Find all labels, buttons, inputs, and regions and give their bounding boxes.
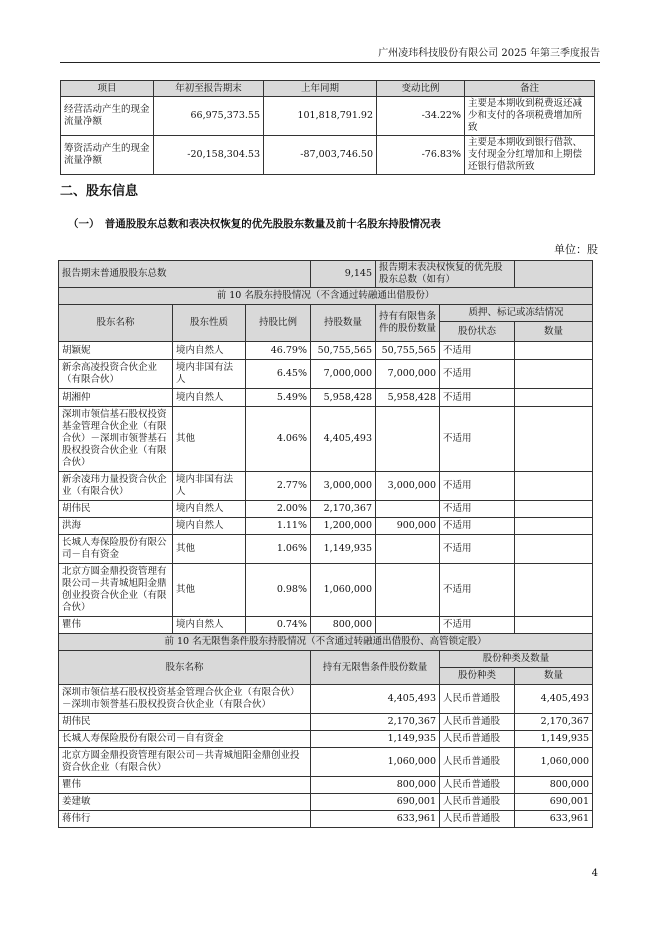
top10-name: 洪海 bbox=[59, 518, 173, 535]
unrestricted-amount: 633,961 bbox=[515, 811, 593, 828]
cashflow-remark: 主要是本期收到银行借款、支付现金分红增加和上期偿还银行借款所致 bbox=[465, 136, 595, 175]
unrestricted-qty: 2,170,367 bbox=[311, 714, 440, 731]
top10-nature: 境内非国有法人 bbox=[173, 472, 246, 501]
top10-ratio: 1.11% bbox=[246, 518, 311, 535]
unrestricted-kind: 人民币普通股 bbox=[440, 777, 515, 794]
top10-restricted: 50,755,565 bbox=[376, 342, 440, 360]
top10-ratio: 0.74% bbox=[246, 617, 311, 634]
top10-nature: 境内自然人 bbox=[173, 617, 246, 634]
top10-name: 深圳市领信基石股权投资基金管理合伙企业（有限合伙）－深圳市领誉基石股权投资合伙企业（有限合伙） bbox=[59, 407, 173, 472]
top10-name: 新余凌玮力量投资合伙企业（有限合伙） bbox=[59, 472, 173, 501]
top10-status: 不适用 bbox=[440, 407, 515, 472]
shareholder-table bbox=[58, 260, 593, 828]
unrestricted-kind: 人民币普通股 bbox=[440, 811, 515, 828]
top10-status: 不适用 bbox=[440, 617, 515, 634]
unrestricted-kind: 人民币普通股 bbox=[440, 714, 515, 731]
table-row bbox=[59, 389, 593, 407]
top10-name: 长城人寿保险股份有限公司－自有资金 bbox=[59, 535, 173, 564]
cashflow-ytd: 66,975,373.55 bbox=[154, 97, 264, 136]
summary-value-common: 9,145 bbox=[311, 261, 376, 288]
top10-amount bbox=[515, 535, 593, 564]
top10-ratio: 1.06% bbox=[246, 535, 311, 564]
table-row bbox=[59, 811, 593, 828]
top10-nature: 境内自然人 bbox=[173, 518, 246, 535]
top10-name: 新余高凌投资合伙企业（有限合伙） bbox=[59, 360, 173, 389]
top10-restricted bbox=[376, 535, 440, 564]
cashflow-prior: 101,818,791.92 bbox=[264, 97, 377, 136]
top10-amount bbox=[515, 407, 593, 472]
top10-qty: 800,000 bbox=[311, 617, 376, 634]
unrestricted-header-amount: 数量 bbox=[515, 668, 593, 685]
table-row bbox=[59, 617, 593, 634]
table-row bbox=[59, 407, 593, 472]
header-divider bbox=[60, 62, 600, 63]
page-number: 4 bbox=[591, 868, 598, 879]
top10-nature: 境内非国有法人 bbox=[173, 360, 246, 389]
unrestricted-name: 姜建敏 bbox=[59, 794, 311, 811]
unrestricted-header-qty: 持有无限售条件股份数量 bbox=[311, 651, 440, 685]
unrestricted-title: 前 10 名无限售条件股东持股情况（不含通过转融通出借股份、高管锁定股） bbox=[59, 634, 593, 651]
cashflow-remark: 主要是本期收到税费返还减少和支付的各项税费增加所致 bbox=[465, 97, 595, 136]
top10-ratio: 6.45% bbox=[246, 360, 311, 389]
unrestricted-name: 蒋伟行 bbox=[59, 811, 311, 828]
cashflow-header-change: 变动比例 bbox=[377, 81, 465, 97]
unrestricted-name: 北京方圆金鼎投资管理有限公司－共青城旭阳金鼎创业投资合伙企业（有限合伙） bbox=[59, 748, 311, 777]
top10-qty: 5,958,428 bbox=[311, 389, 376, 407]
unrestricted-header-name: 股东名称 bbox=[59, 651, 311, 685]
top10-qty: 2,170,367 bbox=[311, 501, 376, 518]
top10-name: 胡湘仲 bbox=[59, 389, 173, 407]
unrestricted-kind: 人民币普通股 bbox=[440, 731, 515, 748]
cashflow-header-item: 项目 bbox=[61, 81, 154, 97]
top10-status: 不适用 bbox=[440, 501, 515, 518]
top10-header-status: 股份状态 bbox=[440, 322, 515, 342]
summary-label-preferred: 报告期末表决权恢复的优先股股东总数（如有） bbox=[376, 261, 515, 288]
top10-qty: 1,200,000 bbox=[311, 518, 376, 535]
top10-status: 不适用 bbox=[440, 389, 515, 407]
top10-header-name: 股东名称 bbox=[59, 305, 173, 342]
top10-ratio: 4.06% bbox=[246, 407, 311, 472]
top10-amount bbox=[515, 389, 593, 407]
top10-ratio: 5.49% bbox=[246, 389, 311, 407]
table-row bbox=[59, 342, 593, 360]
table-row bbox=[59, 794, 593, 811]
table-row bbox=[61, 97, 595, 136]
cashflow-change: -76.83% bbox=[377, 136, 465, 175]
table-row bbox=[59, 564, 593, 617]
cashflow-prior: -87,003,746.50 bbox=[264, 136, 377, 175]
top10-nature: 其他 bbox=[173, 407, 246, 472]
top10-nature: 境内自然人 bbox=[173, 342, 246, 360]
unrestricted-name: 胡伟民 bbox=[59, 714, 311, 731]
section-subtitle: （一） 普通股股东总数和表决权恢复的优先股股东数量及前十名股东持股情况表 bbox=[68, 218, 441, 230]
unrestricted-amount: 4,405,493 bbox=[515, 685, 593, 714]
cashflow-header-ytd: 年初至报告期末 bbox=[154, 81, 264, 97]
top10-name: 北京方圆金鼎投资管理有限公司－共青城旭阳金鼎创业投资合伙企业（有限合伙） bbox=[59, 564, 173, 617]
table-row bbox=[61, 136, 595, 175]
top10-nature: 其他 bbox=[173, 535, 246, 564]
unrestricted-name: 深圳市领信基石股权投资基金管理合伙企业（有限合伙）－深圳市领誉基石股权投资合伙企业（有限合伙） bbox=[59, 685, 311, 714]
unrestricted-kind: 人民币普通股 bbox=[440, 685, 515, 714]
top10-title: 前 10 名股东持股情况（不含通过转融通出借股份） bbox=[59, 288, 593, 305]
section-title: 二、股东信息 bbox=[60, 184, 139, 199]
cashflow-ytd: -20,158,304.53 bbox=[154, 136, 264, 175]
cashflow-table bbox=[60, 80, 595, 175]
unrestricted-qty: 633,961 bbox=[311, 811, 440, 828]
top10-qty: 1,060,000 bbox=[311, 564, 376, 617]
top10-nature: 其他 bbox=[173, 564, 246, 617]
top10-qty: 50,755,565 bbox=[311, 342, 376, 360]
unit-label: 单位：股 bbox=[554, 243, 598, 256]
unrestricted-amount: 1,060,000 bbox=[515, 748, 593, 777]
table-row bbox=[59, 714, 593, 731]
unrestricted-qty: 1,149,935 bbox=[311, 731, 440, 748]
cashflow-item: 筹资活动产生的现金流量净额 bbox=[61, 136, 154, 175]
table-row bbox=[59, 360, 593, 389]
summary-label-common: 报告期末普通股股东总数 bbox=[59, 261, 311, 288]
unrestricted-amount: 800,000 bbox=[515, 777, 593, 794]
unrestricted-header-type: 股份种类及数量 bbox=[440, 651, 593, 668]
unrestricted-amount: 1,149,935 bbox=[515, 731, 593, 748]
top10-amount bbox=[515, 518, 593, 535]
top10-amount bbox=[515, 342, 593, 360]
top10-header-amount: 数量 bbox=[515, 322, 593, 342]
top10-qty: 7,000,000 bbox=[311, 360, 376, 389]
top10-qty: 4,405,493 bbox=[311, 407, 376, 472]
top10-ratio: 2.77% bbox=[246, 472, 311, 501]
table-row bbox=[59, 535, 593, 564]
top10-status: 不适用 bbox=[440, 360, 515, 389]
top10-restricted bbox=[376, 501, 440, 518]
table-row bbox=[59, 777, 593, 794]
top10-nature: 境内自然人 bbox=[173, 389, 246, 407]
top10-restricted: 7,000,000 bbox=[376, 360, 440, 389]
unrestricted-qty: 800,000 bbox=[311, 777, 440, 794]
top10-restricted: 3,000,000 bbox=[376, 472, 440, 501]
top10-ratio: 46.79% bbox=[246, 342, 311, 360]
top10-name: 胡伟民 bbox=[59, 501, 173, 518]
top10-restricted bbox=[376, 617, 440, 634]
unrestricted-amount: 690,001 bbox=[515, 794, 593, 811]
top10-nature: 境内自然人 bbox=[173, 501, 246, 518]
unrestricted-qty: 1,060,000 bbox=[311, 748, 440, 777]
cashflow-change: -34.22% bbox=[377, 97, 465, 136]
top10-amount bbox=[515, 360, 593, 389]
table-row bbox=[59, 731, 593, 748]
table-row bbox=[59, 748, 593, 777]
unrestricted-header-kind: 股份种类 bbox=[440, 668, 515, 685]
top10-status: 不适用 bbox=[440, 535, 515, 564]
unrestricted-qty: 4,405,493 bbox=[311, 685, 440, 714]
table-row bbox=[59, 518, 593, 535]
cashflow-header-prior: 上年同期 bbox=[264, 81, 377, 97]
unrestricted-kind: 人民币普通股 bbox=[440, 748, 515, 777]
top10-ratio: 0.98% bbox=[246, 564, 311, 617]
top10-header-ratio: 持股比例 bbox=[246, 305, 311, 342]
top10-status: 不适用 bbox=[440, 342, 515, 360]
unrestricted-name: 长城人寿保险股份有限公司－自有资金 bbox=[59, 731, 311, 748]
top10-ratio: 2.00% bbox=[246, 501, 311, 518]
top10-name: 胡颖妮 bbox=[59, 342, 173, 360]
unrestricted-kind: 人民币普通股 bbox=[440, 794, 515, 811]
cashflow-item: 经营活动产生的现金流量净额 bbox=[61, 97, 154, 136]
cashflow-header-remark: 备注 bbox=[465, 81, 595, 97]
unrestricted-qty: 690,001 bbox=[311, 794, 440, 811]
top10-restricted bbox=[376, 407, 440, 472]
table-row bbox=[59, 472, 593, 501]
unrestricted-name: 瞿伟 bbox=[59, 777, 311, 794]
summary-value-preferred bbox=[515, 261, 593, 288]
table-row bbox=[59, 685, 593, 714]
top10-header-nature: 股东性质 bbox=[173, 305, 246, 342]
top10-status: 不适用 bbox=[440, 564, 515, 617]
top10-amount bbox=[515, 617, 593, 634]
top10-amount bbox=[515, 564, 593, 617]
top10-header-qty: 持股数量 bbox=[311, 305, 376, 342]
top10-header-restricted: 持有有限售条件的股份数量 bbox=[376, 305, 440, 342]
top10-restricted: 5,958,428 bbox=[376, 389, 440, 407]
top10-amount bbox=[515, 501, 593, 518]
top10-name: 瞿伟 bbox=[59, 617, 173, 634]
top10-qty: 3,000,000 bbox=[311, 472, 376, 501]
top10-qty: 1,149,935 bbox=[311, 535, 376, 564]
report-header: 广州凌玮科技股份有限公司 2025 年第三季度报告 bbox=[378, 48, 600, 59]
top10-restricted: 900,000 bbox=[376, 518, 440, 535]
top10-amount bbox=[515, 472, 593, 501]
top10-status: 不适用 bbox=[440, 472, 515, 501]
unrestricted-amount: 2,170,367 bbox=[515, 714, 593, 731]
top10-status: 不适用 bbox=[440, 518, 515, 535]
top10-header-pledge: 质押、标记或冻结情况 bbox=[440, 305, 593, 322]
table-row bbox=[59, 501, 593, 518]
top10-restricted bbox=[376, 564, 440, 617]
